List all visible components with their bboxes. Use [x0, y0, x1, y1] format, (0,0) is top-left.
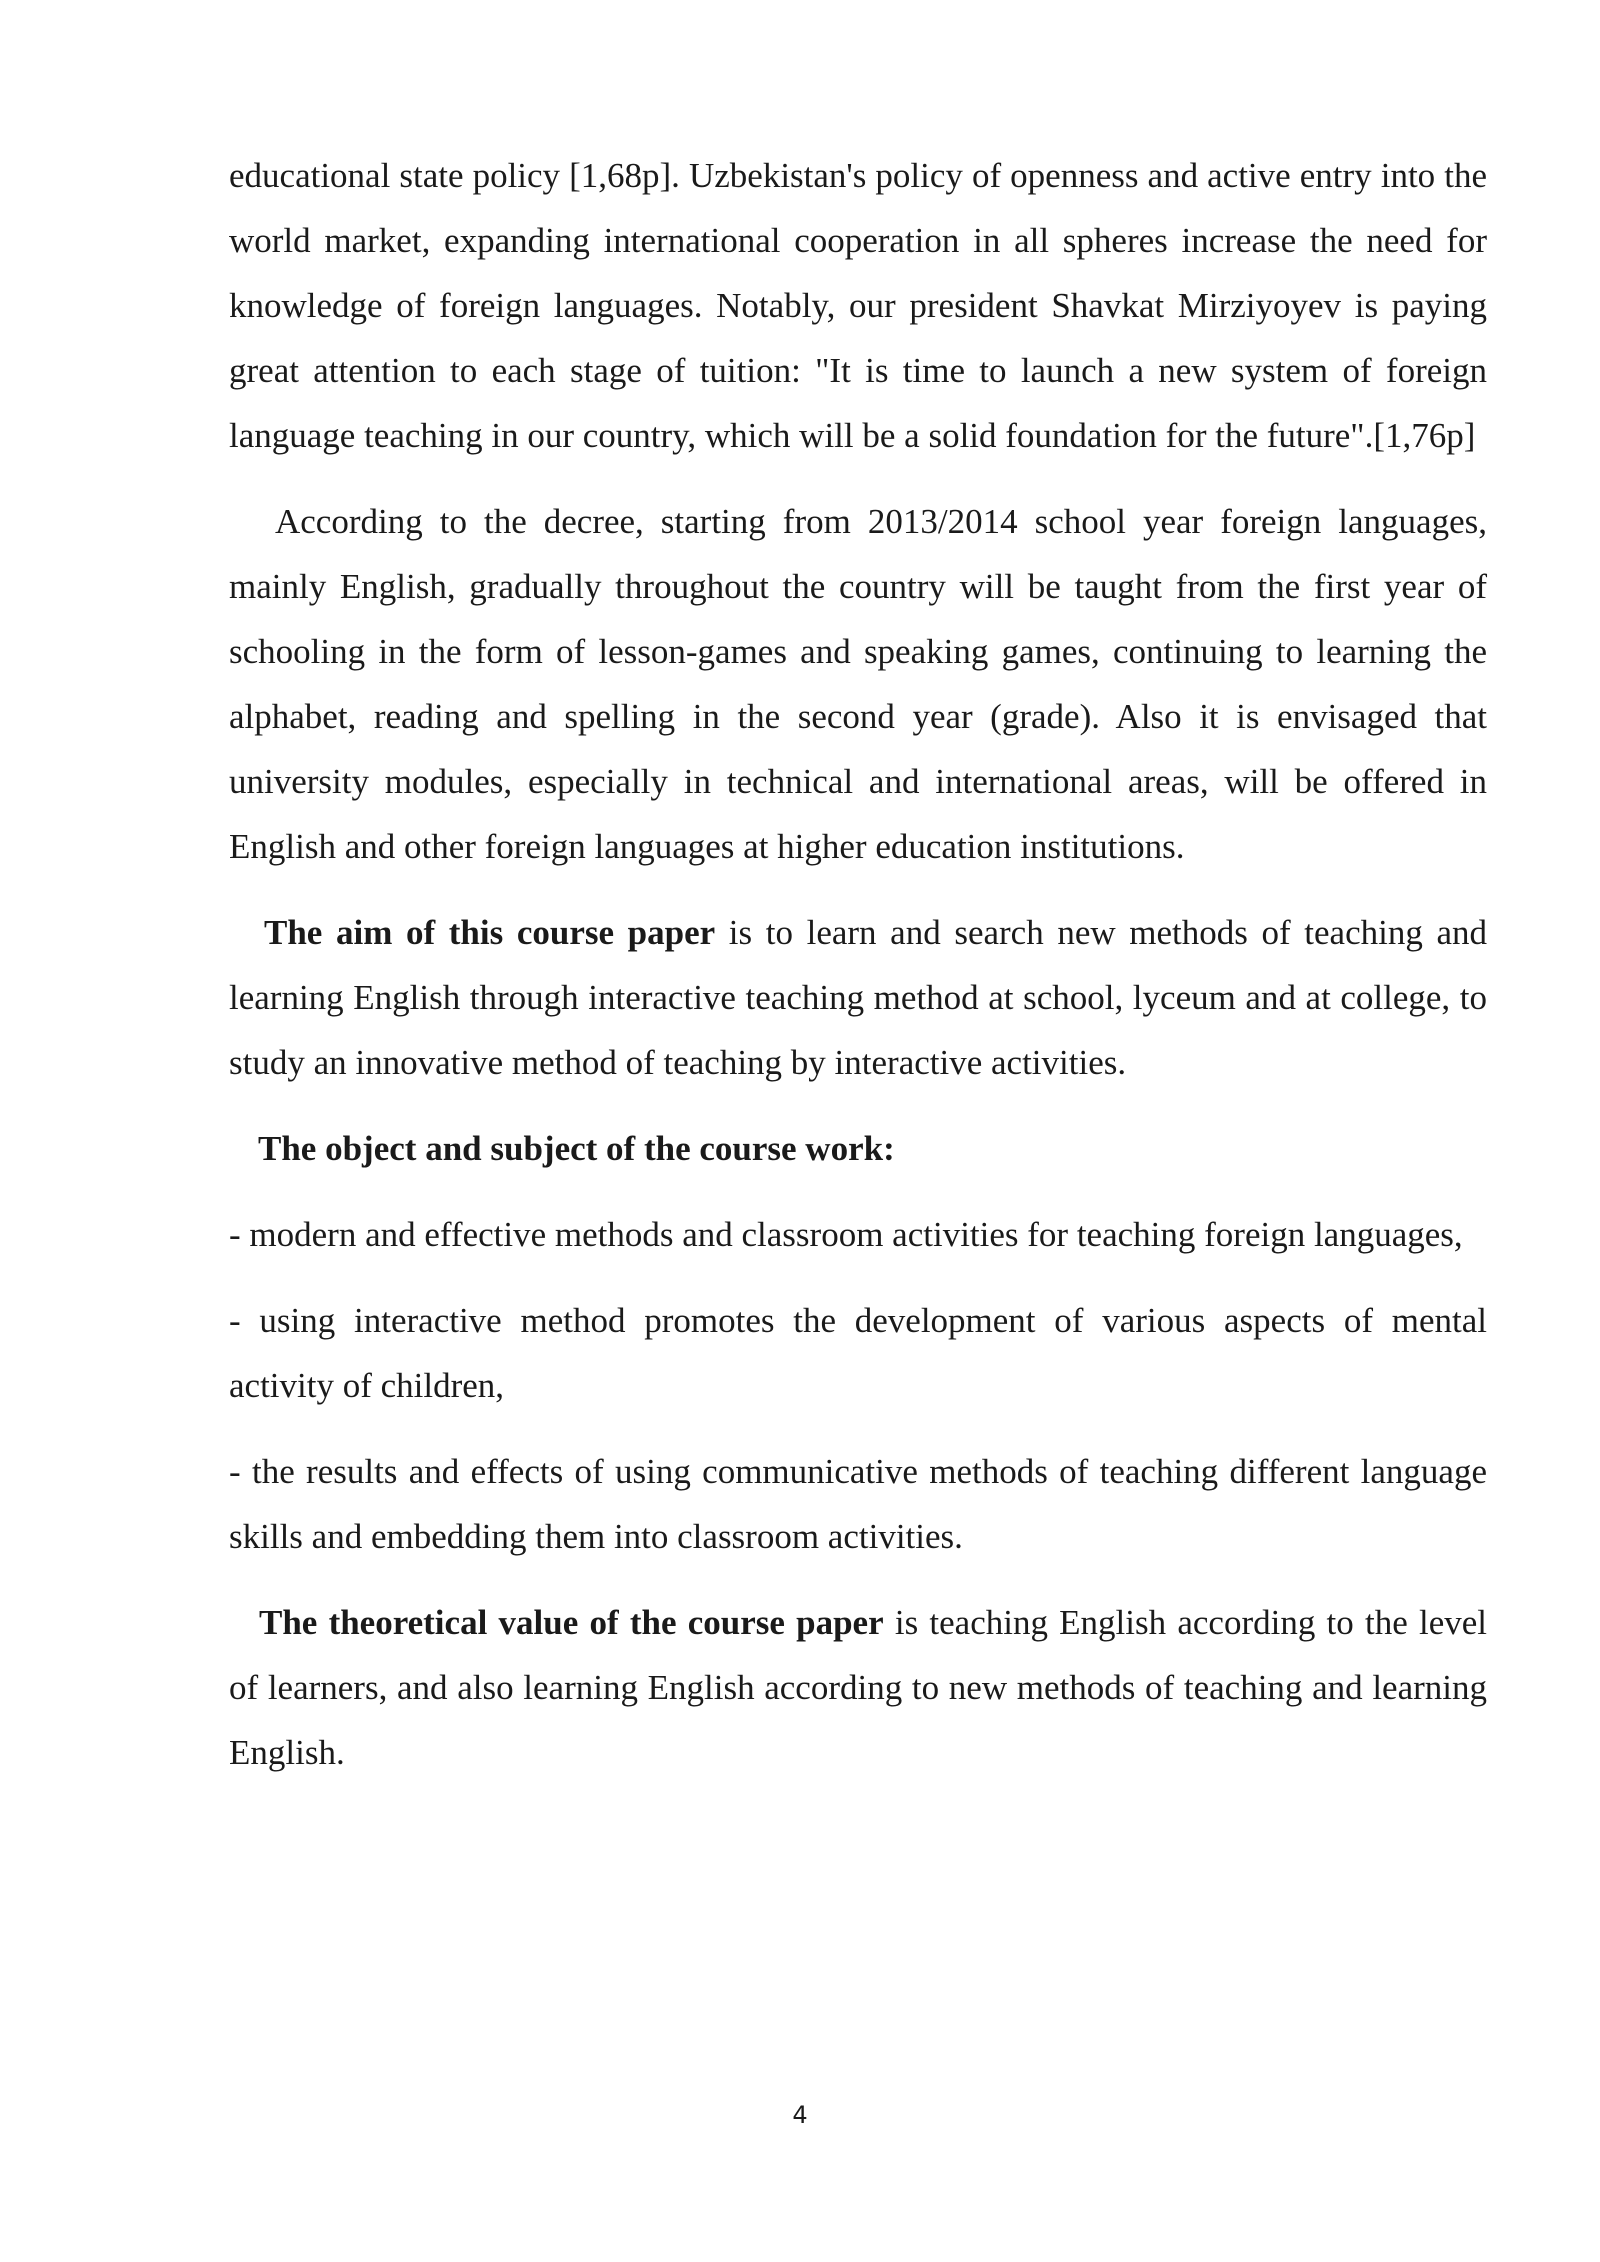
paragraph-educational-policy: educational state policy [1,68p]. Uzbekistan's policy of openness and active entry into the world market, expanding international cooperation in all spheres increase the need for knowledge of foreign languages. Notably, our president Shavkat Mirziyoyev is paying great attention to each stage of tuition: "It is time to launch a new system of foreign language teaching in our country, which will be a solid foundation for the future".[1,76p]: [229, 156, 1487, 455]
list-item-interactive-method: - using interactive method promotes the development of various aspects of mental activity of children,: [229, 1301, 1487, 1405]
theoretical-value-text: is teaching English according to the level of learners, and also learning English according to new methods of teaching and learning English.: [229, 1603, 1487, 1772]
list-item-communicative-results: - the results and effects of using communicative methods of teaching different language skills and embedding them into classroom activities.: [229, 1452, 1487, 1556]
paragraph-decree: According to the decree, starting from 2013/2014 school year foreign languages, mainly English, gradually throughout the country will be taught from the first year of schooling in the form of lesson-games and speaking games, continuing to learning the alphabet, reading and spelling in the second year (grade). Also it is envisaged that university modules, especially in technical and international areas, will be offered in English and other foreign languages at higher education institutions.: [229, 502, 1487, 866]
aim-heading: The aim of this course paper: [264, 913, 716, 952]
theoretical-value-heading: The theoretical value of the course paper: [259, 1603, 884, 1642]
list-item-modern-methods: - modern and effective methods and classroom activities for teaching foreign languages,: [229, 1215, 1463, 1254]
page-number: 4: [792, 2101, 808, 2129]
aim-text: is to learn and search new methods of teaching and learning English through interactive teaching method at school, lyceum and at college, to study an innovative method of teaching by interactive activities.: [229, 913, 1487, 1082]
object-subject-heading: The object and subject of the course work:: [258, 1129, 895, 1168]
paragraph-theoretical-value: [229, 1590, 1487, 1785]
document-body: [229, 143, 1487, 1806]
paragraph-aim: [229, 900, 1487, 1095]
